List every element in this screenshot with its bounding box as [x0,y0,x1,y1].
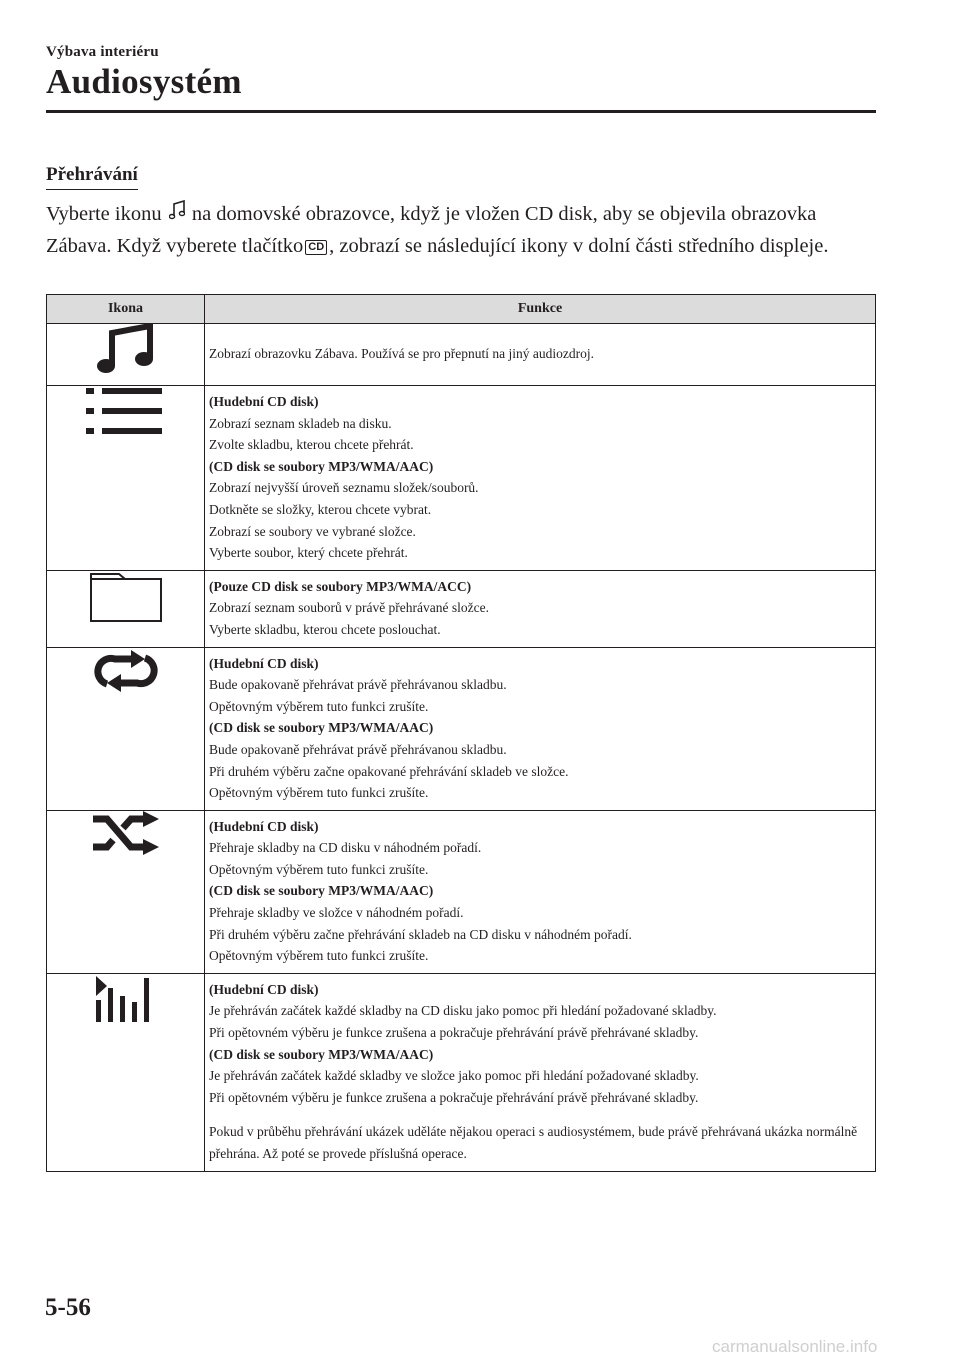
icon-cell [47,810,205,973]
function-line: Přehraje skladby ve složce v náhodném pořadí. [209,905,464,921]
function-line: (Hudební CD disk) [209,394,319,409]
function-line: (CD disk se soubory MP3/WMA/AAC) [209,883,434,899]
function-cell [205,647,876,810]
function-line: Opětovným výběrem tuto funkci zrušíte. [209,698,429,714]
icon-cell [47,647,205,810]
function-line: Zobrazí seznam skladeb na disku. [209,415,392,431]
table-row [47,386,876,571]
page-number: 5-56 [45,1294,91,1321]
table-row [47,973,876,1171]
function-line: Zvolte skladbu, kterou chcete přehrát. [209,437,414,453]
icon-function-table [46,294,876,1172]
function-line: (Pouze CD disk se soubory MP3/WMA/ACC) [209,578,472,594]
section-label: Výbava interiéru [46,44,159,60]
sub-heading: Přehrávání [46,164,138,190]
intro-text-2: na domovské obrazovce, když je vložen CD disk, aby se objevila obrazovka Zábava. Když vyberete tlačítko [46,203,817,257]
header-function: Funkce [205,295,876,324]
function-line: Bude opakovaně přehrávat právě přehrávanou skladbu. [209,677,507,693]
folder-icon [89,571,163,623]
function-line: Při opětovném výběru je funkce zrušena a pokračuje přehrávání právě přehrávané skladby. [209,1089,699,1105]
scan-note: Pokud v průběhu přehrávání ukázek uděláte nějakou operaci s audiosystémem, bude právě přehrávaná ukázka normálně přehrána. Až poté se provede příslušná operace. [209,1124,858,1161]
table-row [47,647,876,810]
intro-paragraph [46,199,886,261]
function-line: Zobrazí seznam souborů v právě přehrávané složce. [209,600,489,616]
function-line: (CD disk se soubory MP3/WMA/AAC) [209,458,434,474]
function-line: Vyberte skladbu, kterou chcete poslouchat. [209,621,441,637]
function-cell [205,570,876,647]
function-line: Zobrazí nejvyšší úroveň seznamu složek/souborů. [209,480,479,496]
function-line: Přehraje skladby na CD disku v náhodném pořadí. [209,840,482,856]
chapter-title: Audiosystém [46,62,242,101]
title-rule [46,110,876,113]
function-line: Dotkněte se složky, kterou chcete vybrat. [209,501,432,517]
music-note-inline-icon [169,200,185,231]
cd-button-icon: CD [305,240,327,255]
function-line: Zobrazí se soubory ve vybrané složce. [209,523,416,539]
function-line: (CD disk se soubory MP3/WMA/AAC) [209,720,434,736]
table-header-row [47,295,876,324]
table-row [47,810,876,973]
icon-cell [47,324,205,386]
function-cell [205,386,876,571]
function-line: (Hudební CD disk) [209,981,319,997]
function-line: Vyberte soubor, který chcete přehrát. [209,545,408,561]
function-cell [205,973,876,1171]
icon-cell [47,973,205,1171]
function-line: (Hudební CD disk) [209,818,319,834]
table-row [47,570,876,647]
header-icon: Ikona [47,295,205,324]
function-line: Je přehráván začátek každé skladby ve složce jako pomoc při hledání požadované skladby. [209,1068,699,1084]
function-line: Opětovným výběrem tuto funkci zrušíte. [209,948,429,964]
table-row [47,324,876,386]
function-cell [205,810,876,973]
function-line: Opětovným výběrem tuto funkci zrušíte. [209,861,429,877]
intro-text-1: Vyberte ikonu [46,203,162,225]
track-list-icon [86,386,166,438]
function-line: Bude opakovaně přehrávat právě přehrávanou skladbu. [209,741,507,757]
function-line: Při druhém výběru začne přehrávání skladeb na CD disku v náhodném pořadí. [209,926,632,942]
shuffle-icon [91,811,161,855]
watermark: carmanualsonline.info [712,1337,878,1356]
function-line: Zobrazí obrazovku Zábava. Používá se pro přepnutí na jiný audiozdroj. [209,346,595,362]
icon-cell [47,386,205,571]
music-note-icon [94,324,158,376]
function-line: Opětovným výběrem tuto funkci zrušíte. [209,785,429,801]
intro-text-3: , zobrazí se následující ikony v dolní části středního displeje. [329,235,829,257]
function-cell [205,324,876,386]
scan-icon [96,974,156,1024]
function-line: (CD disk se soubory MP3/WMA/AAC) [209,1046,434,1062]
repeat-icon [93,648,159,694]
icon-cell [47,570,205,647]
function-line: Při opětovném výběru je funkce zrušena a pokračuje přehrávání právě přehrávané skladby. [209,1025,699,1041]
function-line: Při druhém výběru začne opakované přehrávání skladeb ve složce. [209,763,569,779]
function-line: (Hudební CD disk) [209,655,319,671]
function-line: Je přehráván začátek každé skladby na CD disku jako pomoc při hledání požadované skladby. [209,1003,717,1019]
